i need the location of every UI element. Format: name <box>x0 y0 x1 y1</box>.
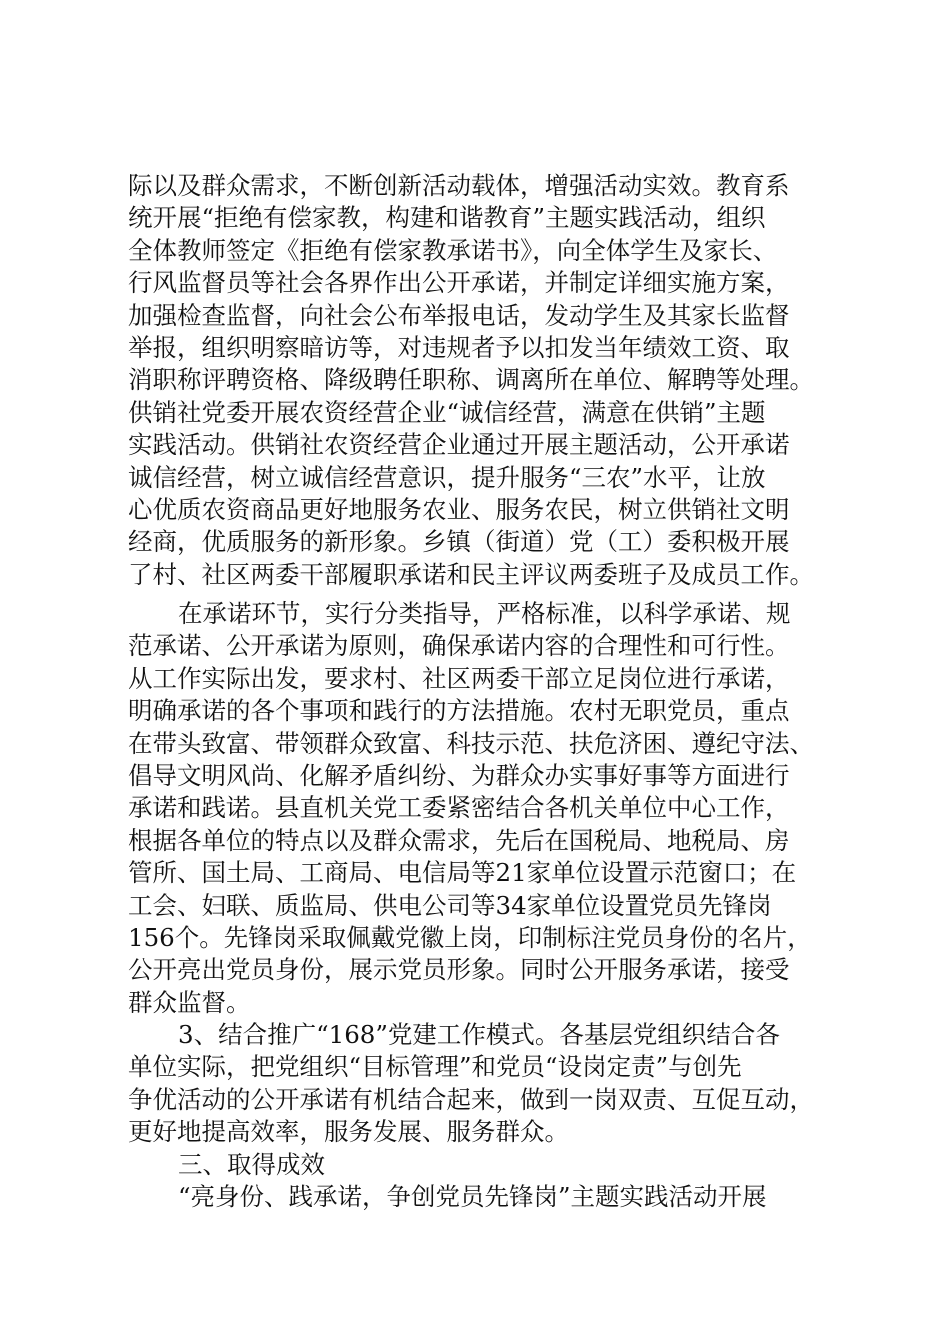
text-line: 举报，组织明察暗访等，对违规者予以扣发当年绩效工资、取 <box>128 332 790 362</box>
text-line: 了村、社区两委干部履职承诺和民主评议两委班子及成员工作。 <box>128 559 814 589</box>
text-line: 根据各单位的特点以及群众需求，先后在国税局、地税局、房 <box>128 825 790 855</box>
text-line: 倡导文明风尚、化解矛盾纠纷、为群众办实事好事等方面进行 <box>128 760 790 790</box>
text-line: 在承诺环节，实行分类指导，严格标准，以科学承诺、规 <box>178 599 791 628</box>
paragraph-block-2 <box>128 598 848 1213</box>
text-line: “亮身份、践承诺，争创党员先锋岗”主题实践活动开展 <box>178 1182 767 1212</box>
text-line: 供销社党委开展农资经营企业“诚信经营，满意在供销”主题 <box>128 397 766 427</box>
text-line: 际以及群众需求，不断创新活动载体，增强活动实效。教育系 <box>128 171 790 200</box>
text-line: 行风监督员等社会各界作出公开承诺，并制定详细实施方案， <box>128 268 790 298</box>
text-line: 全体教师签定《拒绝有偿家教承诺书》，向全体学生及家长、 <box>128 235 778 265</box>
text-line: 范承诺、公开承诺为原则，确保承诺内容的合理性和可行性。 <box>128 631 790 661</box>
text-line: 实践活动。供销社农资经营企业通过开展主题活动，公开承诺 <box>128 430 790 460</box>
text-line: 诚信经营，树立诚信经营意识，提升服务“三农”水平，让放 <box>128 462 766 492</box>
text-line: 公开亮出党员身份，展示党员形象。同时公开服务承诺，接受 <box>128 955 790 985</box>
paragraph-block-1 <box>128 170 848 591</box>
text-line: 群众监督。 <box>128 987 251 1017</box>
text-line: 156个。先锋岗采取佩戴党徽上岗，印制标注党员身份的名片， <box>128 922 812 952</box>
text-line: 工会、妇联、质监局、供电公司等34家单位设置党员先锋岗 <box>128 890 772 920</box>
text-line: 消职称评聘资格、降级聘任职称、调离所在单位、解聘等处理。 <box>128 365 814 395</box>
text-line: 从工作实际出发，要求村、社区两委干部立足岗位进行承诺， <box>128 663 790 693</box>
section-item-3: 3、结合推广“168”党建工作模式。各基层党组织结合各 <box>178 1020 780 1050</box>
text-line: 心优质农资商品更好地服务农业、服务农民，树立供销社文明 <box>128 494 790 524</box>
text-line: 在带头致富、带领群众致富、科技示范、扶危济困、遵纪守法、 <box>128 728 814 758</box>
text-line: 更好地提高效率，服务发展、服务群众。 <box>128 1117 569 1147</box>
text-line: 管所、国土局、工商局、电信局等21家单位设置示范窗口；在 <box>128 858 797 888</box>
text-line: 争优活动的公开承诺有机结合起来，做到一岗双责、互促互动， <box>128 1084 814 1114</box>
text-line: 加强检查监督，向社会公布举报电话，发动学生及其家长监督 <box>128 300 790 330</box>
text-line: 明确承诺的各个事项和践行的方法措施。农村无职党员，重点 <box>128 696 790 726</box>
section-heading: 三、取得成效 <box>178 1149 325 1179</box>
text-line: 单位实际，把党组织“目标管理”和党员“设岗定责”与创先 <box>128 1052 742 1082</box>
text-line: 经商，优质服务的新形象。乡镇（街道）党（工）委积极开展 <box>128 527 790 557</box>
text-line: 统开展“拒绝有偿家教，构建和谐教育”主题实践活动，组织 <box>128 203 766 233</box>
text-line: 承诺和践诺。县直机关党工委紧密结合各机关单位中心工作， <box>128 793 790 823</box>
